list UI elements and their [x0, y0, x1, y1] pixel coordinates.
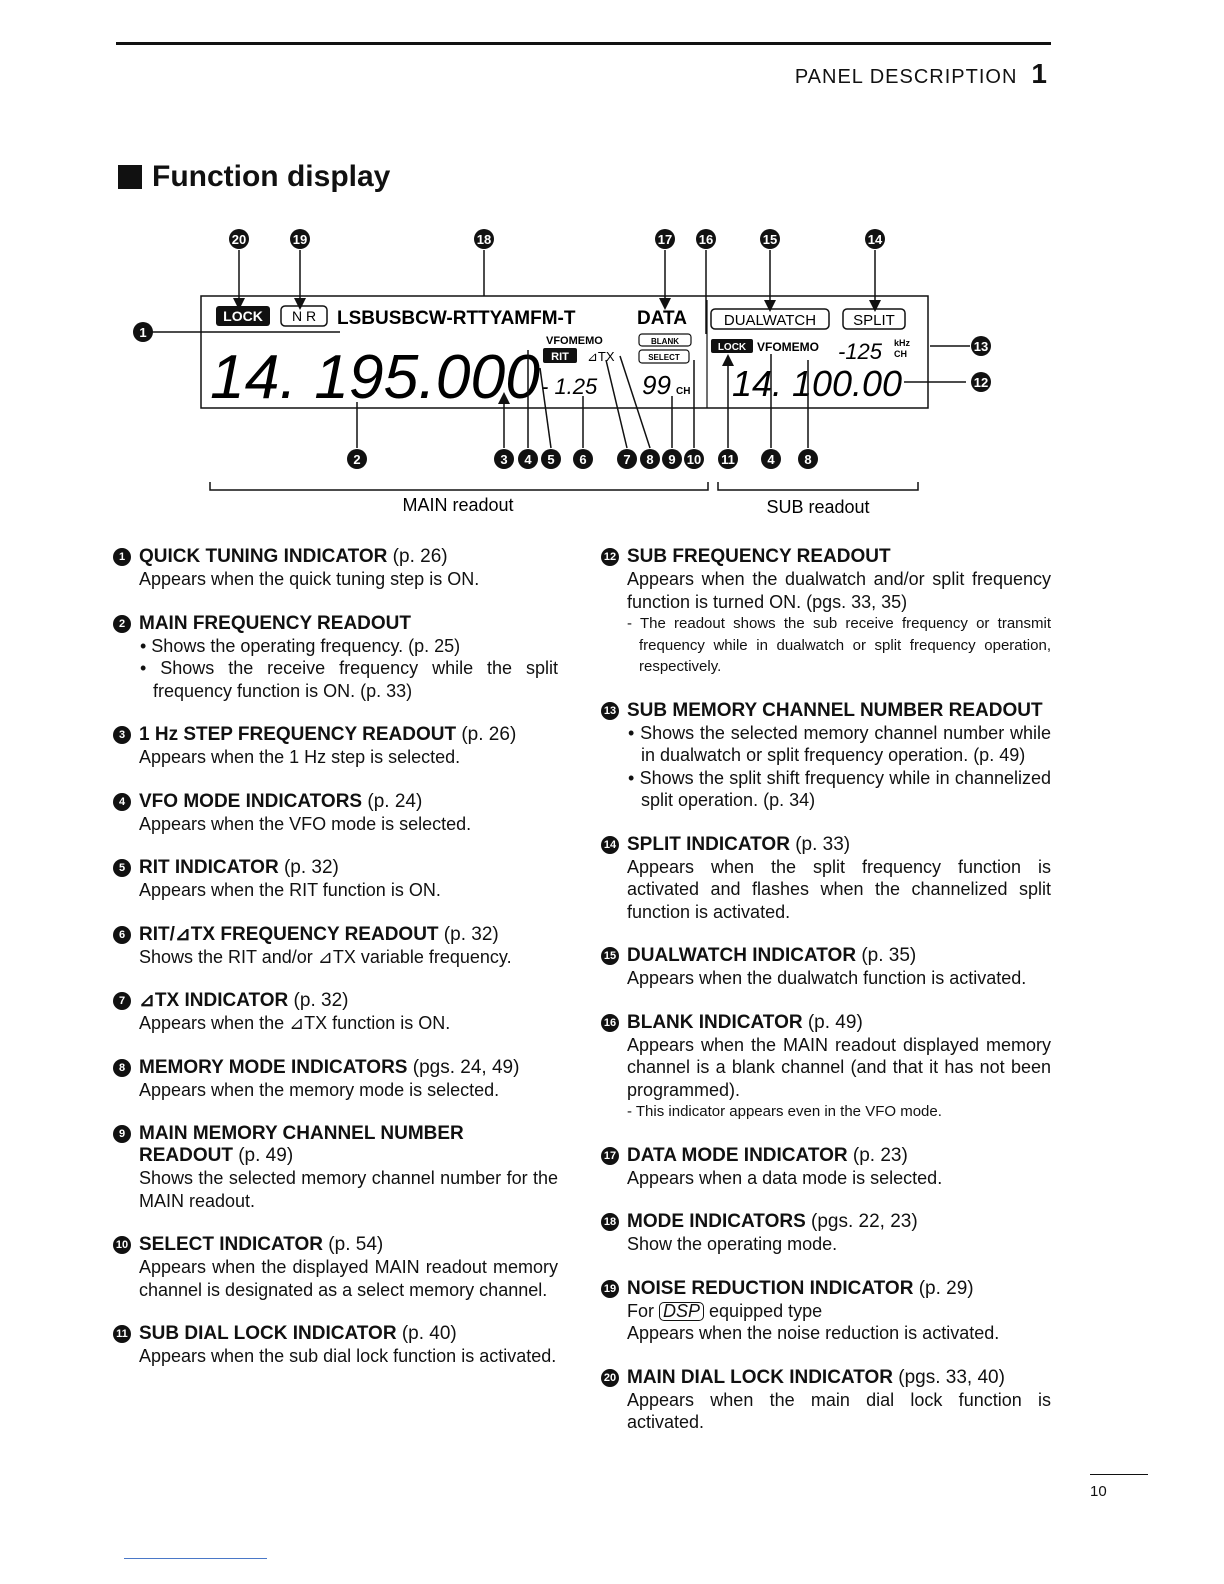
svg-text:19: 19 — [292, 232, 308, 247]
item-description: Appears when the noise reduction is activated. — [627, 1323, 1000, 1343]
item-number-badge: 16 — [601, 1014, 619, 1032]
item-heading — [601, 1012, 1051, 1034]
item-name: RIT/⊿TX FREQUENCY READOUT — [139, 923, 439, 945]
item-number-badge: 5 — [113, 859, 131, 877]
svg-text:11: 11 — [721, 452, 735, 467]
description-item — [113, 1323, 558, 1368]
sub-lock-badge-text: LOCK — [717, 342, 747, 353]
callout-19 — [290, 229, 310, 249]
item-description: Appears when the dualwatch and/or split frequency function is turned ON. (pgs. 33, 35) — [627, 569, 1051, 612]
item-description: Appears when the 1 Hz step is selected. — [139, 747, 461, 767]
item-page-ref: (p. 24) — [362, 790, 423, 812]
item-page-ref: (p. 29) — [913, 1277, 974, 1299]
svg-text:17: 17 — [657, 232, 673, 247]
item-name: BLANK INDICATOR — [627, 1011, 803, 1033]
callout-4-sub — [761, 449, 781, 469]
svg-text:8: 8 — [646, 452, 654, 467]
description-item — [113, 791, 558, 836]
svg-text:2: 2 — [353, 452, 361, 467]
footer-rule — [124, 1558, 267, 1559]
item-number-badge: 13 — [601, 702, 619, 720]
svg-text:6: 6 — [579, 452, 587, 467]
svg-text:13: 13 — [973, 339, 989, 354]
callout-3 — [494, 449, 514, 469]
callout-20 — [229, 229, 249, 249]
page-title-text: Function display — [152, 160, 391, 193]
callout-9 — [662, 449, 682, 469]
item-name: MEMORY MODE INDICATORS — [139, 1056, 408, 1078]
item-number-badge: 12 — [601, 548, 619, 566]
description-item — [113, 924, 558, 969]
callout-11 — [718, 449, 738, 469]
item-heading — [113, 1123, 558, 1167]
item-name: DATA MODE INDICATOR — [627, 1144, 848, 1166]
item-page-ref: (pgs. 33, 40) — [893, 1366, 1005, 1388]
item-page-ref: (p. 49) — [802, 1011, 863, 1033]
delta-tx-text: ⊿TX — [587, 349, 615, 364]
description-item — [601, 945, 1051, 990]
vfomemo-sub-text: VFOMEMO — [757, 340, 819, 354]
item-bullet: • Shows the split shift frequency while in channelized split operation. (p. 34) — [628, 767, 1051, 810]
svg-text:14: 14 — [867, 232, 883, 247]
svg-text:16: 16 — [698, 232, 714, 247]
item-page-ref: (p. 33) — [789, 833, 851, 855]
item-number-badge: 8 — [113, 1059, 131, 1077]
item-number-badge: 11 — [113, 1325, 131, 1343]
callout-8-sub — [798, 449, 818, 469]
item-heading — [113, 546, 558, 568]
item-description: Appears when the memory mode is selected. — [139, 1079, 500, 1100]
description-item — [601, 700, 1051, 812]
item-name: DUALWATCH INDICATOR — [627, 945, 857, 966]
description-item — [601, 546, 1051, 678]
callout-1 — [133, 322, 153, 342]
data-indicator-text: DATA — [637, 308, 687, 329]
chapter-number: 1 — [1031, 58, 1047, 89]
main-readout-label: MAIN readout — [402, 495, 514, 515]
item-description: Appears when the RIT function is ON. — [139, 880, 441, 900]
svg-text:18: 18 — [476, 232, 492, 247]
item-name: ⊿TX INDICATOR — [139, 990, 289, 1011]
main-ch-label: CH — [676, 386, 691, 397]
item-description: Appears when the VFO mode is selected. — [139, 813, 472, 834]
item-description: Appears when the dualwatch function is activated. — [627, 968, 1027, 988]
nr-badge-text: N R — [291, 308, 317, 324]
item-name: MODE INDICATORS — [627, 1211, 806, 1232]
item-heading — [113, 791, 558, 813]
item-description: Appears when the ⊿TX function is ON. — [139, 1013, 451, 1033]
blank-badge-text: BLANK — [651, 337, 679, 346]
item-heading — [113, 613, 558, 635]
callout-17 — [655, 229, 675, 249]
item-bullet: • Shows the selected memory channel number while in dualwatch or split frequency operation. (p. 49) — [628, 722, 1051, 765]
svg-text:9: 9 — [668, 452, 676, 467]
callout-13 — [971, 336, 991, 356]
item-heading — [113, 1234, 558, 1256]
callout-8 — [640, 449, 660, 469]
item-page-ref: (p. 32) — [438, 923, 499, 945]
description-item — [113, 990, 558, 1035]
item-description: Appears when the sub dial lock function is activated. — [139, 1346, 557, 1366]
svg-text:4: 4 — [767, 452, 775, 467]
callout-10 — [684, 449, 704, 469]
item-heading — [601, 1211, 1051, 1233]
item-number-badge: 3 — [113, 726, 131, 744]
svg-text:20: 20 — [231, 232, 247, 247]
item-number-badge: 14 — [601, 836, 619, 854]
description-item — [601, 1278, 1051, 1345]
section-title: PANEL DESCRIPTION — [794, 66, 1018, 88]
item-heading — [601, 700, 1051, 722]
svg-text:4: 4 — [524, 452, 532, 467]
item-description: Appears when the displayed MAIN readout memory channel is designated as a select memory channel. — [139, 1257, 558, 1300]
description-item — [113, 724, 558, 769]
item-number-badge: 1 — [113, 548, 131, 566]
item-number-badge: 20 — [601, 1369, 619, 1387]
callout-18 — [474, 229, 494, 249]
item-page-ref: (p. 35) — [856, 945, 917, 966]
function-display-diagram — [0, 0, 1224, 530]
item-name: SPLIT INDICATOR — [627, 833, 790, 855]
main-frequency-readout: 14. 195.000 — [210, 343, 540, 412]
item-description: Appears when the MAIN readout displayed memory channel is a blank channel (and that it has not been programmed). — [627, 1034, 1051, 1100]
callout-16 — [696, 229, 716, 249]
description-item — [601, 1211, 1051, 1256]
description-item — [601, 1012, 1051, 1123]
svg-text:1: 1 — [139, 325, 147, 340]
item-name: MAIN MEMORY CHANNEL NUMBER READOUT — [139, 1123, 464, 1166]
svg-text:15: 15 — [762, 232, 778, 247]
item-number-badge: 2 — [113, 615, 131, 633]
rit-frequency-readout: - 1.25 — [541, 374, 598, 399]
item-heading — [113, 1057, 558, 1079]
description-column-right — [601, 546, 1051, 1456]
item-number-badge: 6 — [113, 926, 131, 944]
lock-badge-text: LOCK — [223, 308, 263, 324]
item-page-ref: (p. 23) — [847, 1144, 908, 1166]
item-page-ref: (p. 26) — [456, 724, 517, 745]
svg-text:12: 12 — [973, 375, 989, 390]
description-item — [601, 1145, 1051, 1190]
item-number-badge: 4 — [113, 793, 131, 811]
svg-text:10: 10 — [686, 452, 702, 467]
item-page-ref: (p. 54) — [323, 1234, 384, 1255]
callout-14 — [865, 229, 885, 249]
item-name: MAIN FREQUENCY READOUT — [139, 612, 411, 634]
sub-small-readout: -125 — [838, 339, 883, 364]
item-name: SUB DIAL LOCK INDICATOR — [139, 1323, 397, 1344]
description-item — [113, 546, 558, 591]
item-name: SUB FREQUENCY READOUT — [627, 546, 891, 567]
dsp-note: For DSP equipped type — [627, 1300, 823, 1321]
dsp-badge: DSP — [659, 1302, 704, 1321]
sub-readout-label: SUB readout — [766, 497, 870, 517]
item-description: Appears when the quick tuning step is ON. — [139, 569, 480, 589]
sub-frequency-readout: 14. 100.00 — [732, 363, 902, 404]
item-name: NOISE REDUCTION INDICATOR — [627, 1277, 914, 1299]
item-heading — [113, 724, 558, 746]
item-heading — [113, 924, 558, 946]
main-channel-readout: 99 — [642, 370, 671, 400]
item-bullet: • Shows the operating frequency. (p. 25) — [140, 635, 461, 656]
item-page-ref: (p. 49) — [232, 1145, 294, 1166]
description-item — [113, 613, 558, 703]
svg-text:7: 7 — [623, 452, 631, 467]
item-name: SELECT INDICATOR — [139, 1234, 324, 1255]
item-page-ref: (pgs. 22, 23) — [805, 1211, 918, 1232]
item-description: Shows the selected memory channel number for the MAIN readout. — [139, 1168, 558, 1211]
split-badge-text: SPLIT — [853, 312, 895, 329]
item-number-badge: 15 — [601, 947, 619, 965]
item-name: QUICK TUNING INDICATOR — [139, 546, 388, 567]
item-number-badge: 9 — [113, 1125, 131, 1143]
svg-text:3: 3 — [500, 452, 508, 467]
select-badge-text: SELECT — [648, 353, 680, 362]
mode-indicators-text: LSBUSBCW-RTTYAMFM-T — [337, 308, 576, 329]
callout-5 — [541, 449, 561, 469]
description-item — [113, 1123, 558, 1212]
item-page-ref: (pgs. 24, 49) — [407, 1056, 520, 1078]
dualwatch-badge-text: DUALWATCH — [723, 312, 817, 329]
item-description: Shows the RIT and/or ⊿TX variable frequency. — [139, 946, 512, 967]
vfomemo-main-text: VFOMEMO — [546, 335, 603, 347]
callout-4 — [518, 449, 538, 469]
item-heading — [601, 546, 1051, 568]
description-item — [601, 834, 1051, 924]
item-heading — [601, 945, 1051, 967]
description-column-left — [113, 546, 558, 1390]
item-name: 1 Hz STEP FREQUENCY READOUT — [139, 724, 457, 745]
item-description: Appears when the split frequency function is activated and flashes when the channelized split function is activated. — [627, 856, 1051, 922]
description-item — [113, 857, 558, 902]
item-heading — [601, 1367, 1051, 1389]
svg-text:8: 8 — [804, 452, 812, 467]
khz-label: kHz — [894, 338, 911, 348]
item-note: - This indicator appears even in the VFO mode. — [627, 1103, 942, 1120]
item-number-badge: 7 — [113, 992, 131, 1010]
item-number-badge: 17 — [601, 1147, 619, 1165]
item-heading — [113, 1323, 558, 1345]
item-page-ref: (p. 40) — [396, 1323, 457, 1344]
item-description: Show the operating mode. — [627, 1234, 838, 1254]
description-item — [113, 1057, 558, 1102]
item-name: RIT INDICATOR — [139, 857, 279, 878]
item-page-ref: (p. 32) — [278, 857, 339, 878]
rit-badge-text: RIT — [551, 351, 569, 363]
callout-7 — [617, 449, 637, 469]
item-name: SUB MEMORY CHANNEL NUMBER READOUT — [627, 699, 1043, 721]
item-page-ref: (p. 32) — [288, 990, 349, 1011]
item-number-badge: 18 — [601, 1213, 619, 1231]
svg-text:5: 5 — [547, 452, 555, 467]
item-name: MAIN DIAL LOCK INDICATOR — [627, 1366, 893, 1388]
item-heading — [601, 1278, 1051, 1300]
callout-2 — [347, 449, 367, 469]
item-heading — [113, 990, 558, 1012]
item-heading — [601, 1145, 1051, 1167]
item-number-badge: 10 — [113, 1236, 131, 1254]
item-name: VFO MODE INDICATORS — [139, 790, 363, 812]
description-item — [601, 1367, 1051, 1434]
callout-12 — [971, 372, 991, 392]
item-description: Appears when a data mode is selected. — [627, 1167, 943, 1188]
item-note: - The readout shows the sub receive frequency or transmit frequency while in dualwatch or split frequency operation, respectively. — [627, 615, 1051, 675]
description-item — [113, 1234, 558, 1301]
page-number: 10 — [1090, 1474, 1148, 1500]
item-description: Appears when the main dial lock function is activated. — [627, 1389, 1051, 1432]
callout-6 — [573, 449, 593, 469]
item-number-badge: 19 — [601, 1280, 619, 1298]
item-heading — [113, 857, 558, 879]
item-page-ref: (p. 26) — [387, 546, 448, 567]
callout-15 — [760, 229, 780, 249]
item-bullet: • Shows the receive frequency while the split frequency function is ON. (p. 33) — [140, 658, 558, 701]
item-heading — [601, 834, 1051, 856]
ch-small-label: CH — [894, 349, 907, 359]
